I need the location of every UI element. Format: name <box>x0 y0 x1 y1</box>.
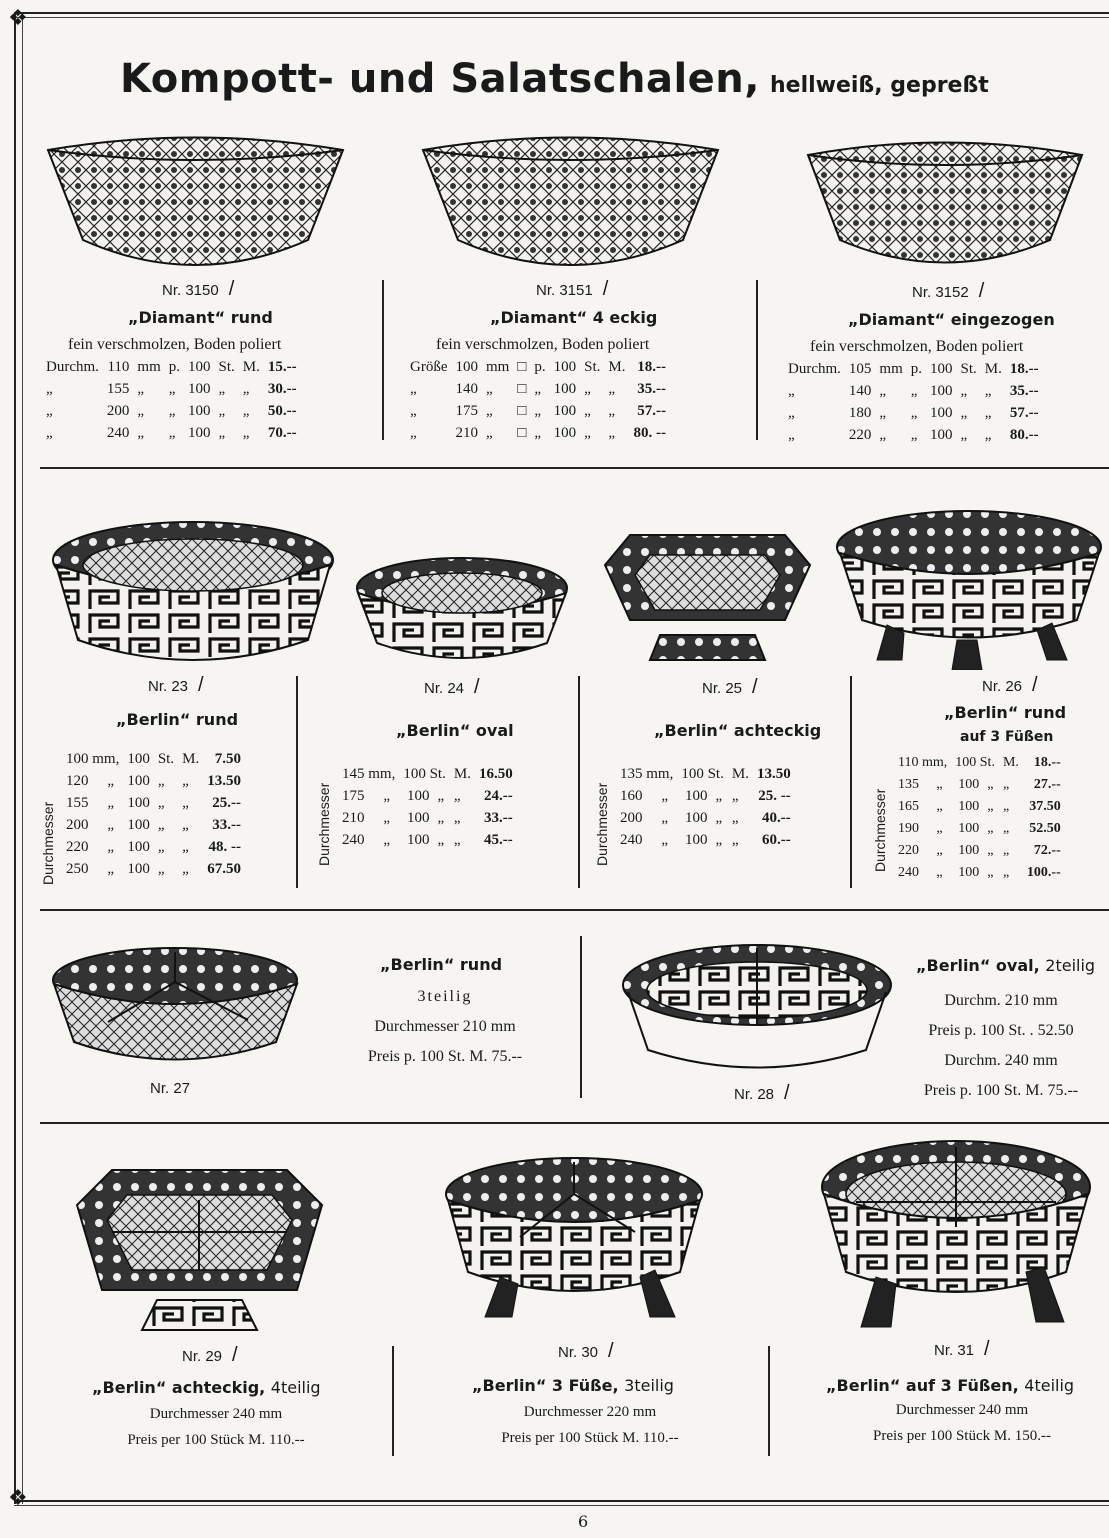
product-number: Nr. 27 <box>150 1080 191 1097</box>
product-info <box>896 992 1106 1112</box>
info-line: Durchmesser 220 mm <box>523 1404 657 1420</box>
frame-left <box>14 14 16 1504</box>
price-table <box>616 763 795 851</box>
table-row: 160 „ 100 „ „ 25. -- <box>620 787 791 804</box>
section-divider <box>40 1122 1109 1124</box>
table-row: 240 „ 100 „ „ 45.-- <box>342 831 513 848</box>
column-divider <box>580 936 582 1098</box>
frame-top-inner <box>14 17 1109 18</box>
table-row: 240 „ 100 „ „ 60.-- <box>620 831 791 848</box>
table-row: „ 175 „ □ „ 100 „ „ 57.-- <box>410 402 667 419</box>
table-row: 135 mm, 100 St. M. 13.50 <box>620 765 791 782</box>
product-info <box>440 1404 740 1456</box>
product-number: Nr. 29 / <box>182 1344 238 1366</box>
product-name: „Berlin“ rund <box>944 703 1067 722</box>
table-row: 220 „ 100 „ „ 48. -- <box>66 838 241 855</box>
table-row: „ 140 „ „ 100 „ „ 35.-- <box>788 382 1039 399</box>
product-name: „Berlin“ oval, 2teilig <box>916 956 1096 975</box>
table-row: Durchm. 110 mm p. 100 St. M. 15.-- <box>46 358 297 375</box>
info-line: Preis per 100 Stück M. 150.-- <box>873 1428 1051 1444</box>
info-line: Preis p. 100 St. M. 75.-- <box>367 1048 523 1065</box>
product-info <box>320 988 570 1078</box>
table-row: 165 „ 100 „ „ 37.50 <box>898 799 1061 814</box>
bowl-25-image <box>600 525 815 670</box>
table-row: 175 „ 100 „ „ 24.-- <box>342 787 513 804</box>
price-table <box>894 752 1065 884</box>
frame-left-inner <box>22 14 23 1504</box>
product-name: „Berlin“ 3 Füße, 3teilig <box>472 1376 674 1395</box>
price-table <box>406 356 670 444</box>
table-row: „ 210 „ □ „ 100 „ „ 80. -- <box>410 424 667 441</box>
axis-label-durchmesser: Durchmesser <box>316 782 332 866</box>
axis-label-durchmesser: Durchmesser <box>872 788 888 872</box>
column-divider <box>578 676 580 888</box>
table-row: 100 mm, 100 St. M. 7.50 <box>66 750 241 767</box>
page-title <box>120 56 989 102</box>
info-line: Durchmesser 240 mm <box>149 1406 283 1422</box>
table-row: 200 „ 100 „ „ 33.-- <box>66 816 241 833</box>
bowl-31-image <box>816 1132 1096 1337</box>
product-number: Nr. 3152 / <box>912 280 985 302</box>
table-row: „ 200 „ „ 100 „ „ 50.-- <box>46 402 297 419</box>
table-row: 120 „ 100 „ „ 13.50 <box>66 772 241 789</box>
section-divider <box>40 909 1109 911</box>
table-row: 155 „ 100 „ „ 25.-- <box>66 794 241 811</box>
column-divider <box>296 676 298 888</box>
product-description: fein verschmolzen, Boden poliert <box>436 336 650 353</box>
column-divider <box>392 1346 394 1456</box>
frame-top <box>14 12 1109 14</box>
table-row: „ 155 „ „ 100 „ „ 30.-- <box>46 380 297 397</box>
corner-ornament-icon: ❖ <box>8 1486 28 1511</box>
table-row: 110 mm, 100 St. M. 18.-- <box>898 755 1061 770</box>
column-divider <box>768 1346 770 1456</box>
bowl-3152-image <box>800 135 1090 280</box>
product-number: Nr. 24 / <box>424 676 480 698</box>
product-description: fein verschmolzen, Boden poliert <box>810 338 1024 355</box>
table-row: „ 140 „ □ „ 100 „ „ 35.-- <box>410 380 667 397</box>
product-number: Nr. 26 / <box>982 674 1038 696</box>
bowl-23-image <box>48 515 338 675</box>
bowl-3151-image <box>413 130 728 280</box>
table-row: 190 „ 100 „ „ 52.50 <box>898 821 1061 836</box>
table-row: 200 „ 100 „ „ 40.-- <box>620 809 791 826</box>
product-number: Nr. 3151 / <box>536 278 609 300</box>
table-row: 135 „ 100 „ „ 27.-- <box>898 777 1061 792</box>
bowl-28-image <box>618 940 896 1080</box>
table-row: 240 „ 100 „ „ 100.-- <box>898 865 1061 880</box>
product-info <box>812 1402 1109 1454</box>
bowl-30-image <box>440 1152 708 1327</box>
column-divider <box>850 676 852 888</box>
bowl-29-image <box>72 1160 327 1340</box>
info-line: Preis p. 100 St. M. 75.-- <box>923 1082 1079 1099</box>
bowl-26-image <box>832 505 1107 670</box>
product-name: „Berlin“ auf 3 Füßen, 4teilig <box>826 1376 1075 1395</box>
product-number: Nr. 3150 / <box>162 278 235 300</box>
product-name: „Berlin“ achteckig <box>654 721 822 740</box>
corner-ornament-icon: ❖ <box>8 6 28 31</box>
table-row: Größe 100 mm □ p. 100 St. M. 18.-- <box>410 358 667 375</box>
axis-label-durchmesser: Durchmesser <box>40 801 56 885</box>
info-line: Durchmesser 240 mm <box>895 1402 1029 1418</box>
product-number: Nr. 30 / <box>558 1340 614 1362</box>
info-line: Durchmesser 210 mm <box>374 1018 516 1035</box>
frame-bottom-inner <box>14 1505 1109 1506</box>
product-name: „Berlin“ achteckig, 4teilig <box>92 1378 321 1397</box>
bowl-3150-image <box>38 130 353 280</box>
axis-label-durchmesser: Durchmesser <box>594 782 610 866</box>
product-number: Nr. 31 / <box>934 1338 990 1360</box>
bowl-24-image <box>352 548 572 673</box>
table-row: 210 „ 100 „ „ 33.-- <box>342 809 513 826</box>
price-table <box>62 748 245 880</box>
page-number: 6 <box>578 1512 589 1531</box>
product-name: „Diamant“ 4 eckig <box>490 308 658 327</box>
price-table <box>338 763 517 851</box>
info-line: Preis per 100 Stück M. 110.-- <box>501 1430 679 1446</box>
info-line: Durchm. 240 mm <box>944 1052 1058 1069</box>
product-name: „Diamant“ eingezogen <box>848 310 1055 329</box>
product-number: Nr. 25 / <box>702 676 758 698</box>
price-table <box>784 358 1043 446</box>
column-divider <box>382 280 384 440</box>
product-name: „Diamant“ rund <box>128 308 273 327</box>
info-line: Durchm. 210 mm <box>944 992 1058 1009</box>
table-row: 220 „ 100 „ „ 72.-- <box>898 843 1061 858</box>
product-name: „Berlin“ rund <box>116 710 239 729</box>
table-row: „ 180 „ „ 100 „ „ 57.-- <box>788 404 1039 421</box>
product-subtitle: auf 3 Füßen <box>960 729 1054 745</box>
table-row: 145 mm, 100 St. M. 16.50 <box>342 765 513 782</box>
bowl-27-image <box>48 942 303 1077</box>
column-divider <box>756 280 758 440</box>
title-main: Kompott- und Salatschalen, <box>120 56 760 102</box>
table-row: 250 „ 100 „ „ 67.50 <box>66 860 241 877</box>
table-row: Durchm. 105 mm p. 100 St. M. 18.-- <box>788 360 1039 377</box>
product-name: „Berlin“ oval <box>396 721 514 740</box>
product-number: Nr. 28 / <box>734 1082 790 1104</box>
product-description: fein verschmolzen, Boden poliert <box>68 336 282 353</box>
product-name: „Berlin“ rund <box>380 955 503 974</box>
product-number: Nr. 23 / <box>148 674 204 696</box>
price-table <box>42 356 301 444</box>
info-line: Preis per 100 Stück M. 110.-- <box>127 1432 305 1448</box>
frame-bottom <box>14 1500 1109 1502</box>
product-info <box>66 1406 366 1458</box>
table-row: „ 240 „ „ 100 „ „ 70.-- <box>46 424 297 441</box>
info-line: 3teilig <box>417 988 473 1005</box>
info-line: Preis p. 100 St. . 52.50 <box>928 1022 1074 1039</box>
section-divider <box>40 467 1109 469</box>
table-row: „ 220 „ „ 100 „ „ 80.-- <box>788 426 1039 443</box>
title-sub: hellweiß, gepreßt <box>769 73 989 98</box>
